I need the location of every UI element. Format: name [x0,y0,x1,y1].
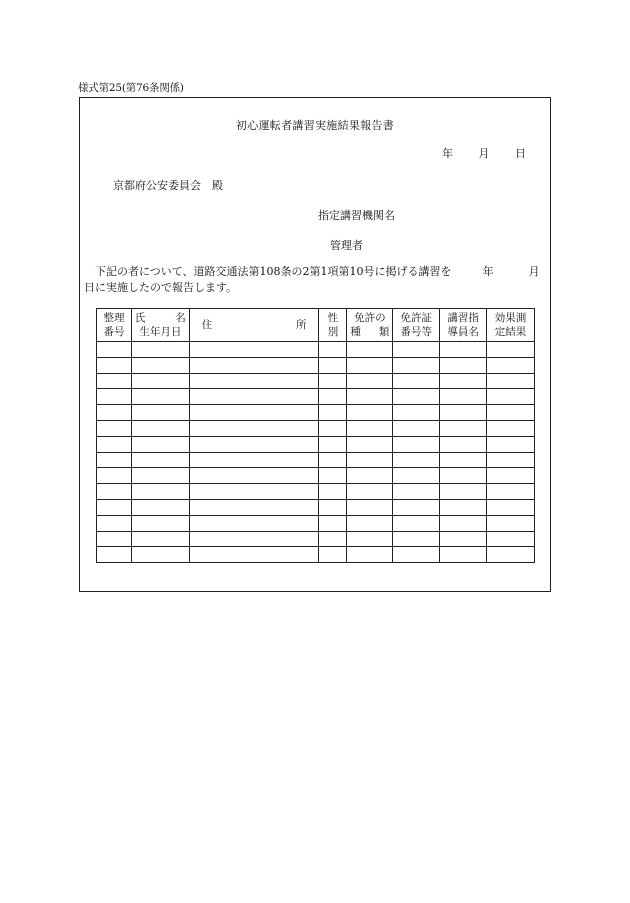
table-row [97,531,535,547]
table-cell[interactable] [487,357,535,373]
table-cell[interactable] [487,420,535,436]
table-cell[interactable] [487,342,535,358]
table-header-row [97,309,535,342]
table-cell[interactable] [131,515,189,531]
table-cell[interactable] [393,452,440,468]
table-cell[interactable] [440,468,487,484]
table-cell[interactable] [97,468,132,484]
table-cell[interactable] [97,499,132,515]
table-cell[interactable] [319,405,347,421]
table-cell[interactable] [319,531,347,547]
header-name-birthdate: 氏 名 生年月日 [131,309,189,342]
table-cell[interactable] [347,342,393,358]
table-cell[interactable] [440,436,487,452]
table-cell[interactable] [393,515,440,531]
table-cell[interactable] [347,420,393,436]
table-cell[interactable] [440,389,487,405]
table-cell[interactable] [393,357,440,373]
table-cell[interactable] [97,452,132,468]
table-cell[interactable] [189,468,319,484]
table-cell[interactable] [97,515,132,531]
table-cell[interactable] [487,373,535,389]
table-cell[interactable] [189,389,319,405]
header-license-type: 免許の 種 類 [347,309,393,342]
table-row [97,484,535,500]
table-cell[interactable] [487,499,535,515]
statement-text-1: 下記の者について、道路交通法第108条の2第1項第10号に掲げる講習を [95,265,452,278]
addressee: 京都府公安委員会 殿 [113,179,223,192]
table-cell[interactable] [487,405,535,421]
table-cell[interactable] [319,547,347,563]
table-cell[interactable] [347,515,393,531]
table-cell[interactable] [319,420,347,436]
table-cell[interactable] [487,452,535,468]
table-cell[interactable] [393,531,440,547]
manager-label: 管理者 [330,239,363,252]
table-body [97,342,535,563]
table-cell[interactable] [131,547,189,563]
table-cell[interactable] [97,420,132,436]
table-cell[interactable] [440,452,487,468]
table-cell[interactable] [487,531,535,547]
table-cell[interactable] [189,357,319,373]
statement-text-2: 日に実施したので報告します。 [84,281,238,294]
designated-org-label: 指定講習機関名 [318,209,395,222]
table-cell[interactable] [440,499,487,515]
table-cell[interactable] [487,436,535,452]
date-year-label: 年 [442,147,453,160]
table-cell[interactable] [440,342,487,358]
table-cell[interactable] [440,484,487,500]
table-cell[interactable] [131,357,189,373]
table-cell[interactable] [347,436,393,452]
table-cell[interactable] [97,357,132,373]
statement-year-label: 年 [482,265,494,278]
table-cell[interactable] [97,547,132,563]
table-cell[interactable] [97,373,132,389]
table-cell[interactable] [189,452,319,468]
table-cell[interactable] [131,499,189,515]
header-address: 住 所 [189,309,319,342]
table-cell[interactable] [487,389,535,405]
table-cell[interactable] [347,389,393,405]
table-cell[interactable] [319,373,347,389]
header-seq-number: 整理 番号 [97,309,132,342]
table-cell[interactable] [347,484,393,500]
table-cell[interactable] [319,484,347,500]
table-cell[interactable] [319,468,347,484]
table-cell[interactable] [347,405,393,421]
date-day-label: 日 [515,147,526,160]
table-cell[interactable] [440,547,487,563]
table-row [97,515,535,531]
header-evaluation-result: 効果測 定結果 [487,309,535,342]
table-cell[interactable] [440,515,487,531]
table-cell[interactable] [347,452,393,468]
table-cell[interactable] [189,531,319,547]
table-cell[interactable] [97,342,132,358]
table-cell[interactable] [319,342,347,358]
table-cell[interactable] [440,405,487,421]
table-cell[interactable] [189,436,319,452]
table-cell[interactable] [347,499,393,515]
table-row [97,452,535,468]
table-cell[interactable] [393,499,440,515]
form-number-label: 様式第25(第76条関係) [78,82,184,94]
table-cell[interactable] [440,373,487,389]
header-sex: 性 別 [319,309,347,342]
table-cell[interactable] [487,547,535,563]
table-cell[interactable] [393,405,440,421]
table-cell[interactable] [393,547,440,563]
report-statement [84,264,546,296]
table-cell[interactable] [393,420,440,436]
table-row [97,342,535,358]
table-cell[interactable] [487,468,535,484]
table-cell[interactable] [131,373,189,389]
table-cell[interactable] [440,420,487,436]
table-row [97,468,535,484]
report-title: 初心運転者講習実施結果報告書 [235,119,395,132]
table-cell[interactable] [487,484,535,500]
table-cell[interactable] [319,452,347,468]
table-cell[interactable] [97,436,132,452]
table-cell[interactable] [97,389,132,405]
table-row [97,436,535,452]
table-cell[interactable] [131,405,189,421]
table-cell[interactable] [131,484,189,500]
table-cell[interactable] [189,547,319,563]
table-row [97,547,535,563]
table-cell[interactable] [440,357,487,373]
table-cell[interactable] [189,515,319,531]
table-row [97,405,535,421]
table-cell[interactable] [131,468,189,484]
table-cell[interactable] [347,547,393,563]
table-cell[interactable] [131,342,189,358]
table-cell[interactable] [97,484,132,500]
table-cell[interactable] [189,405,319,421]
table-cell[interactable] [347,468,393,484]
table-cell[interactable] [131,420,189,436]
table-cell[interactable] [393,436,440,452]
table-cell[interactable] [131,531,189,547]
table-cell[interactable] [131,389,189,405]
table-cell[interactable] [347,373,393,389]
table-cell[interactable] [393,342,440,358]
table-cell[interactable] [487,515,535,531]
table-row [97,357,535,373]
table-cell[interactable] [189,484,319,500]
report-form-frame [79,97,551,592]
table-cell[interactable] [97,531,132,547]
table-cell[interactable] [189,499,319,515]
table-cell[interactable] [319,357,347,373]
table-cell[interactable] [189,373,319,389]
table-cell[interactable] [189,420,319,436]
table-row [97,389,535,405]
header-license-number: 免許証 番号等 [393,309,440,342]
table-row [97,499,535,515]
table-cell[interactable] [393,373,440,389]
table-row [97,373,535,389]
table-cell[interactable] [393,484,440,500]
table-cell[interactable] [131,436,189,452]
table-cell[interactable] [97,405,132,421]
header-instructor-name: 講習指 導員名 [440,309,487,342]
table-cell[interactable] [393,468,440,484]
report-date [442,145,526,161]
table-cell[interactable] [347,531,393,547]
report-table [96,308,535,563]
table-cell[interactable] [319,515,347,531]
table-cell[interactable] [319,499,347,515]
date-month-label: 月 [478,147,490,160]
table-cell[interactable] [319,436,347,452]
table-cell[interactable] [131,452,189,468]
table-cell[interactable] [393,389,440,405]
table-cell[interactable] [189,342,319,358]
table-cell[interactable] [440,531,487,547]
table-cell[interactable] [347,357,393,373]
table-cell[interactable] [319,389,347,405]
table-row [97,420,535,436]
statement-month-label: 月 [528,265,540,278]
